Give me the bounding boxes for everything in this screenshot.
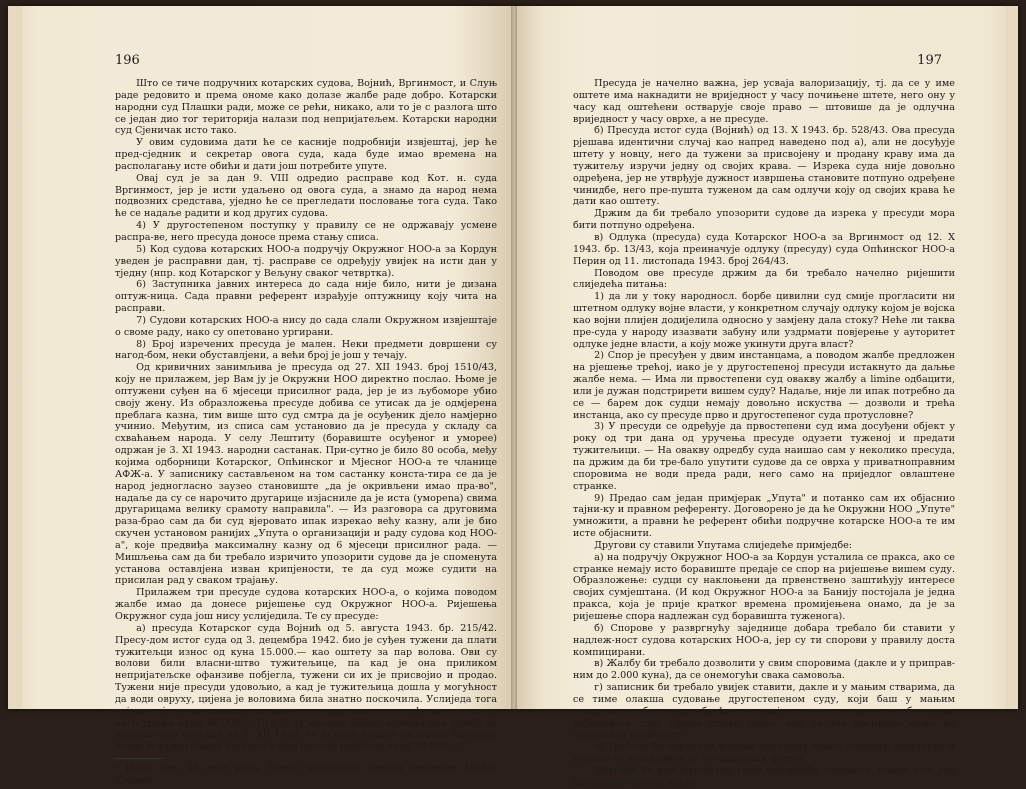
paragraph: Што се тиче подручних котарских судова, Војнић, Вргинмост, и Слуњ раде редовито и према ономе како долазе жалбе раде добро. Котарски народни суд Плашки ради, може се рећи, никако, али то је с разлога што се један дио тог територија налази под непријатељем. Котарски народни суд Сјеничак исто тако.: [115, 78, 497, 137]
footnote-divider: [115, 758, 163, 759]
page-text: [573, 78, 955, 789]
paragraph: 2) Спор је пресуђен у двим инстанцама, а поводом жалбе предложен на рјешење трећој, иако је у другостепеној пресуди истакнуто да даљње жалбе нема. — Има ли првостепени суд овакву жалбу a limine одбацити, или је дужан подстрирети вишем суду? Надаље, није ли ипак потребно да се — барем док судци немају довољно искуства — дозволи и трећа инстанца, ако су пресуде прво и другостепеног суда протусловне?: [573, 350, 955, 421]
book-gutter: [511, 6, 517, 709]
paragraph: в) Одлука (пресуда) суда Котарског НОО-а за Вргинмост од 12. X 1943. бр. 13/43, која преиначује одлуку (пресуду) суда Опћинског НОО-а Перин од 11. листопада 1943. број 264/43.: [573, 231, 955, 267]
paragraph: Другови су ставили Упутама слиједеће примједбе:: [594, 539, 853, 551]
paragraph: Другови ће вам вјеројатно своје примједбе саопћити, након што још детаљније проуче упуте.: [573, 764, 955, 788]
page-number: 197: [917, 53, 942, 68]
paragraph: б) Спорове у развргнућу заједнице добара требало би ставити у надлеж-ност судова котарских НОО-а, јер су ти спорови у правилу доста компицирани.: [573, 622, 955, 658]
paragraph: 3) У пресуди се одређује да првостепени суд има досуђени објект у року од три дана од уручења пресуде одузети туженој и предати тужитељици. — На овакву одредбу суда наишао сам у неколико пресуда, па држим да би тре-бало упутити судове да се оврха у приватноправним споровима не води преда ради, него само на приједлог овлаштене странке.: [573, 421, 955, 492]
paragraph: б) Пресуда истог суда (Војнић) од 13. X 1943. бр. 528/43. Ова пресуда рјешава идентични случај као напред наведено под а), али не досуђује штету у новцу, него да тужени за присвојену и продану краву има да тужитељу изручи једну од својих крава. — Изрека суда није довољно одређена, јер не утврђује дужност извршења становите потпуно одређене чинидбе, него пре-пушта туженом да сам одлучи коју од својих крава ће дати као оштету.: [573, 125, 955, 208]
paragraph: г) записник би требало увијек ставити, дакле и у мањим стварима, да се тиме олакша судовање другостепеном суду, који баш у мањим стварима не би морао обрећивати увијек усмене расправе не би морао ријешавати спор према стању списа, ако се ток расправа може из записника разабрати.: [573, 682, 955, 741]
paragraph: а) на подручју Окружног НОО-а за Кордун усталила се пракса, ако се странке немају исто боравиште предаје се спор на ријешење вишем суду. Образложење: судци су наклоњени да првенствено заштићују интересе својих сумјештана. (И код Окружног НОО-а за Банију постојала је једна пракса, која је прије кратког времена промијењена онамо, да је за ријешење спора надлежан суд боравишта туженога).: [573, 551, 955, 622]
page-edge: [1006, 6, 1018, 709]
paragraph: 1) да ли у току народноcл. борбе цивилни суд смије прогласити ни штетном одлуку војне власти, у конкретном случају одлуку којом је војска као војни плијен додијелила односно у замјену дала стоку? Неће ли таква пре-суда у народу изазвати забуну или уздрмати повјерење у ауторитет одлуке једне власти, а коју може укинути друга власт?: [573, 291, 955, 350]
paragraph: Држим да би требало упозорити судове да изрека у пресуди мора бити потпуно одређена.: [573, 208, 955, 232]
paragraph: У овим судовима дати ће се касније подробнији извјештај, јер ће пред-сједник и секретар овога суда, када буде имао времена на располагању исте обићи и дати још потребите упуте.: [115, 137, 497, 172]
page-edge: [8, 6, 22, 709]
paragraph: 5) Код судова котарских НОО-а подручју Окружног НОО-а за Кордун уведен је расправни дан, тј. расправе се одређују увијек на исти дан у тједну (нпр. код Котарског у Вељуну сваког четвртка).: [115, 243, 497, 279]
paragraph: 9) Предао сам један примјерак „Упута" и потанко сам их објаснио тајни-ку и правном референту. Договорено је да ће Окружни НОО „Упуте" умножити, а правни ће референт обићи подручне котарске НОО-а те им исте објаснити.: [573, 492, 955, 540]
left-page: [8, 6, 513, 786]
right-page: [513, 6, 1018, 788]
paragraph: 8) Број изречених пресуда је мален. Неки предмети довршени су нагод-бом, неки обуставлјени, а већи број је још у течају.: [115, 338, 497, 362]
paragraph: а) пресуда Котарског суда Војнић од 5. августа 1943. бр. 215/42. Пресу-дом истог суда од 3. децембра 1942. био је суђен тужени да плати тужитељци износ од куна 15.000.— као оштету за пар волова. Ови су волови били власни-штво тужитељице, па кад је она приликом непријатељске офанзиве побјегла, тужени си их је присвојио и продао. Тужени није пресуди удовољио, а кад је тужитељица дошла у могућност да води овруху, цијена је воловима била знатно поскочила. Услиједа тога изјавила је тужитељица да се више не задовољава са досуђеним износом, него тражи куна 60.000.— Суд је ту њезину изјаву примио као тужбу за преиначење пресуде од 3. XII 1942. те је доно уводно цитирану пресуду, којом је тлжитељици досудио у име оштете износ од куна 30.000.—¹: [115, 622, 497, 753]
paragraph: Од кривичних занимљива је пресуда од 27. XII 1943. број 1510/43, коју не прилажем, јер Вам ју је Окружни НОО директно послао. Њоме је оптужени суђен на 6 мјесеци присилног рада, јер је из љубоморе убио своју жену. Из образложења пресуде добива се утисак да је одмјерена преблага казна, тим више што суд смтра да је осуђеник дјело намјерно учинио. Међутим, из списа сам установио да је пресуда у складу са схваћањем народа. У селу Лештиту (боравиште осуђеног и умореe) одржан је 3. XI 1943. народни састанак. При-сутно је било 80 особа, међу којима одборници Котарског, Опћинског и Мјесног НОО-а те чланице АФЖ-а. У записнику састављеном на том састанку конста-тира се да је народ једногласно заузео становиште „да је окривљени имао пра-во", надаље да су се нарочито другарице изјасниле да је иста (умореna) свима другарицама велику срамоту направила". — Из разговора са друговима разa-брао сам да би суд вјеровато ипак изрекао већу казну, али је био скучен установом ранијих „Упута о организацији и раду судова код НОО-а", које предвиђа максималну казну од 6 мјесеци присилног рада. — Мишљења сам да би требало изричито упозорити судове да је споменута установа оставлјена изван крипјености, те да суд може судити на присилан рад у сваком трајању.: [115, 362, 497, 587]
book-spread: [8, 6, 1018, 788]
paragraph: 4) У другостепеном поступку у правилу се не одржавају усмене распра-ве, него пресуда доносе према стању списа.: [115, 220, 497, 243]
footnote: ³ Исто, стр. 26 овог рада. Очито најстарији писани документ НОБ-е Кордун.: [115, 763, 497, 786]
paragraph: Овај суд је за дан 9. VIII одредио расправе код Кот. н. суда Вргинмост, јер је исти удаљено од овога суда, а знамо да народ нема подвозних средстава, уједно ће се прегледати пословање тога суда. Тако ће се надаље радити и код других судова.: [115, 172, 497, 220]
paragraph: Прилажем три пресуде судова котарских НОО-а, о којима поводом жалбе имао да донесе ријешење суд Окружног НОО-а. Ријешења Окружног суда још нису услиједила. Те су пресуде:: [115, 587, 497, 622]
paragraph: Пресуда је начелно важна, јер усваја валоризацију, тј. да се у име оштете има накнадити не вриједност у часу почињене штете, него ону у часу кад оштећени оствaрује своје право — штовише да је одлучна вриједност у часу оврхе, а не пресуде.: [573, 78, 955, 125]
page-text: [115, 78, 497, 787]
page-number: 196: [115, 53, 140, 68]
paragraph: Поводом ове пресуде држим да би требало начелно ријешити слиједећа питања:: [573, 267, 955, 291]
paragraph: д) Требало би одредити вођење матичних књига рођених, вјенчаних и умрлих те установити за то надлежни форум.: [573, 741, 955, 765]
paragraph: 6) Заступника јавних интереса до сада није било, нити је дизана оптуж-ница. Сада правни референт израђује оптужницу коју чита на расправи.: [115, 279, 497, 315]
paragraph: в) Жалбу би требало дозволити у свим споровима (дакле и у приправ-ним до 2.000 куна), да се онемогући свака самовоља.: [573, 658, 955, 682]
paragraph: 7) Судови котарских НОО-а нису до сада слали Окружном извјештаје о своме раду, нако су опетовано ургирани.: [115, 314, 497, 338]
